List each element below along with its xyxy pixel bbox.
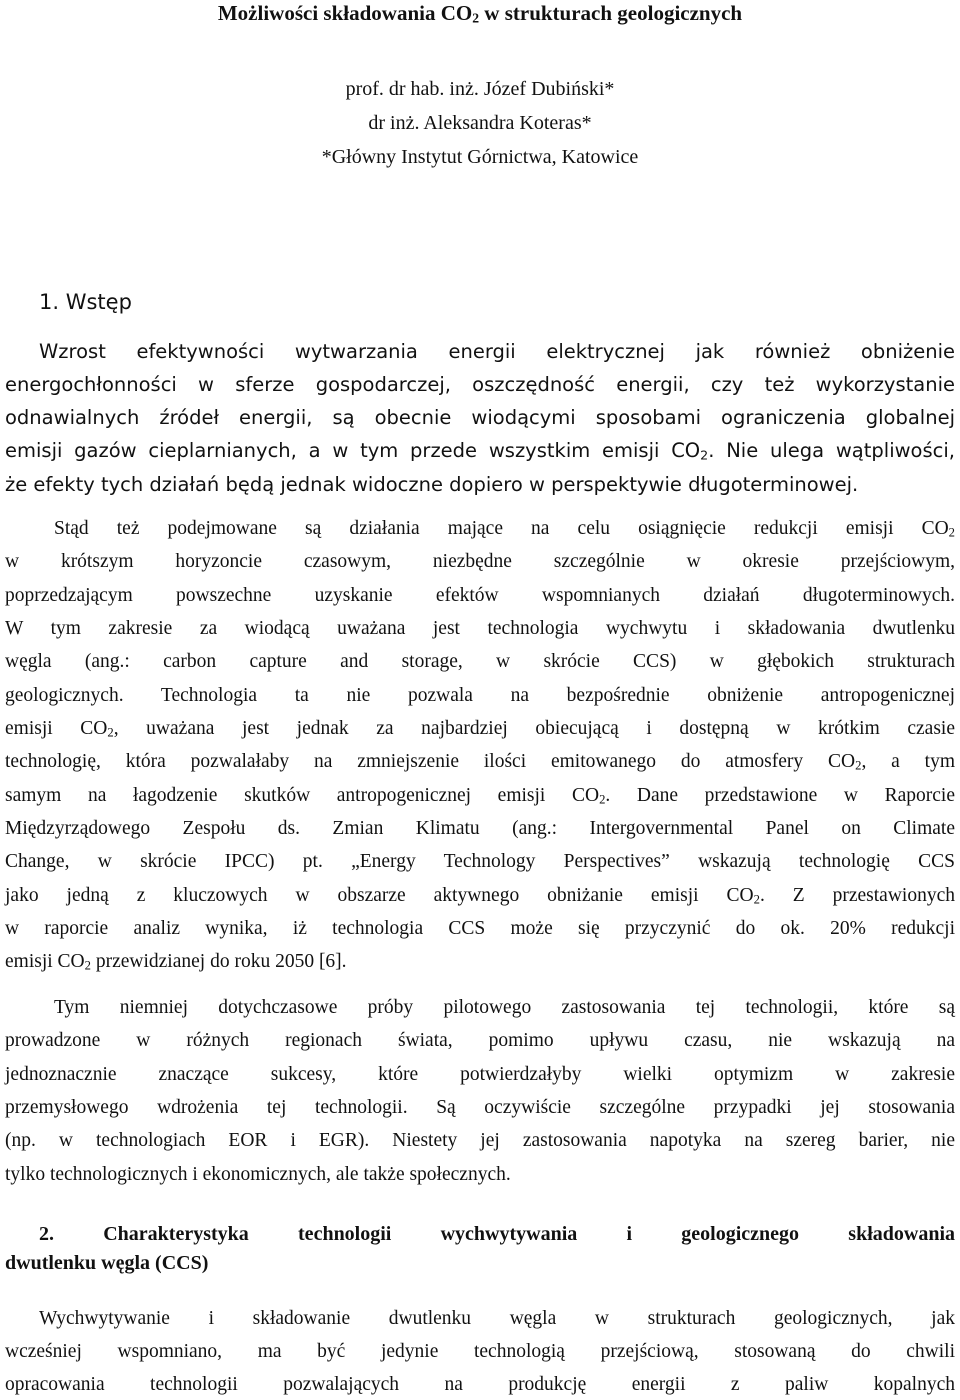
paragraph-line: jednoznacznie znaczące sukcesy, które potwierdzałyby wielki optymizm w zakresie bbox=[5, 1064, 955, 1085]
paragraph-line: przemysłowego wdrożenia tej technologii. Są oczywiście szczególne przypadki jej stosowania bbox=[5, 1097, 955, 1118]
paragraph-line: Wzrost efektywności wytwarzania energii elektrycznej jak również obniżenie bbox=[39, 340, 955, 363]
paragraph-line: prowadzone w różnych regionach świata, pomimo upływu czasu, nie wskazują na bbox=[5, 1030, 955, 1051]
document-title: Możliwości składowania $CO_2$ w strukturach geologicznych bbox=[217, 1, 743, 26]
section-2-heading-cont: dwutlenku węgla (CCS) bbox=[5, 1252, 209, 1274]
paragraph-line: tylko technologicznych i ekonomicznych, ale także społecznych. bbox=[5, 1164, 511, 1185]
paragraph-line: technologię, która pozwalałaby na zmniejszenie ilości emitowanego do atmosfery $CO_2$, a tym bbox=[5, 751, 955, 773]
section-1-heading: 1. Wstęp bbox=[39, 290, 132, 314]
paragraph-line: w krótszym horyzoncie czasowym, niezbędne szczególnie w okresie przejściowym, bbox=[5, 551, 955, 572]
paragraph-line: (np. w technologiach EOR i EGR). Niestety jej zastosowania napotyka na szereg barier, nie bbox=[5, 1130, 955, 1151]
paragraph-line: W tym zakresie za wiodącą uważana jest technologia wychwytu i składowania dwutlenku bbox=[5, 618, 955, 639]
paragraph-line: jako jedną z kluczowych w obszarze aktywnego obniżanie emisji $CO_2$. Z przestawionych bbox=[5, 885, 955, 907]
paragraph-line: samym na łagodzenie skutków antropogenicznej emisji $CO_2$. Dane przedstawione w Raporcie bbox=[5, 785, 955, 807]
paragraph-line: węgla (ang.: carbon capture and storage, w skrócie CCS) w głębokich strukturach bbox=[5, 651, 955, 672]
paragraph-line: Change, w skrócie IPCC) pt. „Energy Technology Perspectives” wskazują technologię CCS bbox=[5, 851, 955, 872]
paragraph-line: odnawialnych źródeł energii, są obecnie wiodącymi sposobami ograniczenia globalnej bbox=[5, 406, 955, 429]
paragraph-line: Tym niemniej dotychczasowe próby pilotowego zastosowania tej technologii, które są bbox=[54, 997, 955, 1018]
paragraph-line: Wychwytywanie i składowanie dwutlenku węgla w strukturach geologicznych, jak bbox=[39, 1308, 955, 1329]
author-2: dr inż. Aleksandra Koteras* bbox=[368, 112, 592, 134]
affiliation: *Główny Instytut Górnictwa, Katowice bbox=[321, 146, 639, 168]
section-2-heading: 2. Charakterystyka technologii wychwytywania i geologicznego składowania bbox=[39, 1223, 955, 1245]
paragraph-line: emisji $CO_2$, uważana jest jednak za najbardziej obiecującą i dostępną w krótkim czasie bbox=[5, 718, 955, 740]
paragraph-line: Międzyrządowego Zespołu ds. Zmian Klimatu (ang.: Intergovernmental Panel on Climate bbox=[5, 818, 955, 839]
paragraph-line: emisji $CO_2$ przewidzianej do roku 2050 [6]. bbox=[5, 951, 347, 973]
paragraph-line: emisji gazów cieplarnianych, a w tym przede wszystkim emisji $CO_2$. Nie ulega wątpliwości, bbox=[5, 439, 955, 463]
paragraph-line: Stąd też podejmowane są działania mające na celu osiągnięcie redukcji emisji $CO_2$ bbox=[54, 518, 955, 540]
paragraph-line: opracowania technologii pozwalających na produkcję energii z paliw kopalnych bbox=[5, 1374, 955, 1395]
paragraph-line: energochłonności w sferze gospodarczej, oszczędność energii, czy też wykorzystanie bbox=[5, 373, 955, 396]
paragraph-line: że efekty tych działań będą jednak widoczne dopiero w perspektywie długoterminowej. bbox=[5, 473, 859, 496]
author-1: prof. dr hab. inż. Józef Dubiński* bbox=[345, 78, 615, 100]
paragraph-line: poprzedzającym powszechne uzyskanie efektów wspomnianych działań długoterminowych. bbox=[5, 585, 955, 606]
paragraph-line: w raporcie analiz wynika, iż technologia CCS może się przyczynić do ok. 20% redukcji bbox=[5, 918, 955, 939]
paragraph-line: geologicznych. Technologia ta nie pozwala na bezpośrednie obniżenie antropogenicznej bbox=[5, 685, 955, 706]
paragraph-line: wcześniej wspomniano, ma być jedynie technologią przejściową, stosowaną do chwili bbox=[5, 1341, 955, 1362]
